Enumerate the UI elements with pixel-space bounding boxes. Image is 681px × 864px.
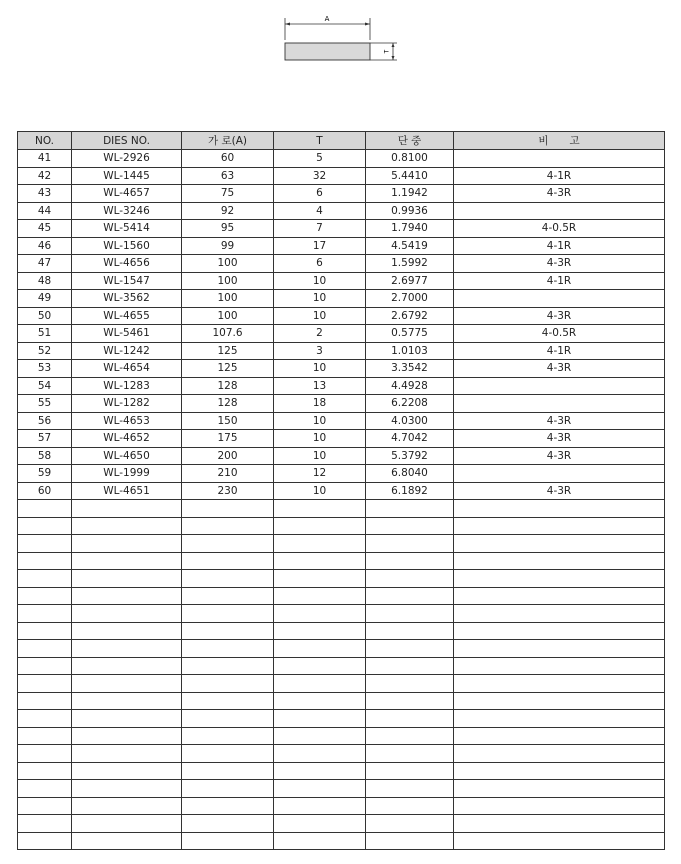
empty-cell [366, 657, 454, 675]
empty-table-row [18, 797, 665, 815]
empty-cell [182, 517, 274, 535]
cell-dies-no: WL-4657 [72, 185, 182, 203]
empty-cell [274, 605, 366, 623]
empty-cell [454, 517, 665, 535]
empty-cell [366, 622, 454, 640]
empty-cell [18, 727, 72, 745]
cell-remarks: 4-3R [454, 307, 665, 325]
empty-cell [274, 727, 366, 745]
cell-dies-no: WL-3246 [72, 202, 182, 220]
cell-dies-no: WL-4656 [72, 255, 182, 273]
empty-cell [182, 692, 274, 710]
cell-thickness-t: 6 [274, 185, 366, 203]
empty-cell [18, 500, 72, 518]
empty-cell [182, 500, 274, 518]
empty-cell [366, 570, 454, 588]
cell-thickness-t: 10 [274, 412, 366, 430]
empty-cell [454, 762, 665, 780]
cell-no: 59 [18, 465, 72, 483]
empty-cell [72, 535, 182, 553]
empty-table-row [18, 605, 665, 623]
cell-width-a: 95 [182, 220, 274, 238]
empty-table-row [18, 657, 665, 675]
empty-cell [274, 535, 366, 553]
cell-unit-weight: 6.8040 [366, 465, 454, 483]
header-remarks: 비 고 [454, 132, 665, 150]
cell-unit-weight: 4.0300 [366, 412, 454, 430]
header-width-a: 가 로(A) [182, 132, 274, 150]
empty-cell [182, 657, 274, 675]
cell-unit-weight: 2.6977 [366, 272, 454, 290]
cell-thickness-t: 32 [274, 167, 366, 185]
cell-no: 44 [18, 202, 72, 220]
empty-cell [72, 692, 182, 710]
empty-cell [274, 832, 366, 850]
cell-unit-weight: 5.3792 [366, 447, 454, 465]
cell-remarks: 4-3R [454, 482, 665, 500]
table-row [18, 377, 665, 395]
cell-dies-no: WL-1242 [72, 342, 182, 360]
header-no: NO. [18, 132, 72, 150]
cell-dies-no: WL-4651 [72, 482, 182, 500]
table-row [18, 482, 665, 500]
empty-cell [454, 745, 665, 763]
empty-cell [454, 570, 665, 588]
header-dies-no: DIES NO. [72, 132, 182, 150]
empty-cell [454, 692, 665, 710]
empty-cell [18, 710, 72, 728]
cell-width-a: 150 [182, 412, 274, 430]
table-row [18, 465, 665, 483]
empty-cell [454, 622, 665, 640]
cell-no: 45 [18, 220, 72, 238]
cell-thickness-t: 10 [274, 307, 366, 325]
cell-unit-weight: 2.7000 [366, 290, 454, 308]
table-row [18, 447, 665, 465]
cell-no: 54 [18, 377, 72, 395]
cell-no: 53 [18, 360, 72, 378]
cell-remarks: 4-3R [454, 255, 665, 273]
cell-unit-weight: 1.1942 [366, 185, 454, 203]
header-thickness-t: T [274, 132, 366, 150]
empty-cell [72, 780, 182, 798]
cell-dies-no: WL-4654 [72, 360, 182, 378]
empty-cell [454, 780, 665, 798]
empty-cell [182, 587, 274, 605]
table-row [18, 255, 665, 273]
cell-dies-no: WL-4652 [72, 430, 182, 448]
empty-cell [182, 797, 274, 815]
empty-cell [274, 640, 366, 658]
cell-width-a: 210 [182, 465, 274, 483]
empty-cell [72, 570, 182, 588]
cell-remarks: 4-0.5R [454, 325, 665, 343]
cell-thickness-t: 10 [274, 290, 366, 308]
cell-no: 50 [18, 307, 72, 325]
cell-unit-weight: 3.3542 [366, 360, 454, 378]
empty-cell [366, 692, 454, 710]
empty-cell [72, 605, 182, 623]
cell-width-a: 125 [182, 342, 274, 360]
cell-dies-no: WL-1547 [72, 272, 182, 290]
cell-thickness-t: 10 [274, 482, 366, 500]
empty-cell [366, 762, 454, 780]
cell-no: 48 [18, 272, 72, 290]
empty-cell [454, 710, 665, 728]
cell-no: 46 [18, 237, 72, 255]
empty-table-row [18, 500, 665, 518]
empty-cell [18, 517, 72, 535]
cell-dies-no: WL-4653 [72, 412, 182, 430]
empty-cell [274, 815, 366, 833]
profile-diagram [280, 10, 400, 65]
cell-remarks [454, 395, 665, 413]
cell-width-a: 107.6 [182, 325, 274, 343]
empty-cell [454, 797, 665, 815]
cell-dies-no: WL-5461 [72, 325, 182, 343]
empty-cell [18, 605, 72, 623]
empty-cell [18, 535, 72, 553]
cell-thickness-t: 7 [274, 220, 366, 238]
cell-width-a: 60 [182, 150, 274, 168]
empty-cell [182, 710, 274, 728]
empty-cell [72, 815, 182, 833]
empty-table-row [18, 675, 665, 693]
empty-cell [72, 587, 182, 605]
empty-cell [454, 500, 665, 518]
cell-no: 47 [18, 255, 72, 273]
empty-cell [274, 570, 366, 588]
cell-thickness-t: 10 [274, 430, 366, 448]
cell-no: 51 [18, 325, 72, 343]
cell-unit-weight: 5.4410 [366, 167, 454, 185]
empty-table-row [18, 692, 665, 710]
cell-dies-no: WL-1282 [72, 395, 182, 413]
cell-dies-no: WL-1999 [72, 465, 182, 483]
table-row [18, 430, 665, 448]
empty-table-row [18, 727, 665, 745]
empty-cell [274, 745, 366, 763]
cell-thickness-t: 10 [274, 272, 366, 290]
empty-cell [18, 832, 72, 850]
cell-remarks [454, 377, 665, 395]
empty-table-row [18, 622, 665, 640]
empty-cell [366, 587, 454, 605]
cell-width-a: 99 [182, 237, 274, 255]
table-header-row [18, 132, 665, 150]
empty-cell [18, 570, 72, 588]
empty-cell [72, 727, 182, 745]
empty-cell [182, 570, 274, 588]
cell-width-a: 100 [182, 255, 274, 273]
empty-cell [274, 517, 366, 535]
empty-cell [366, 832, 454, 850]
empty-table-row [18, 745, 665, 763]
empty-cell [182, 552, 274, 570]
cell-width-a: 92 [182, 202, 274, 220]
dimension-t-label: T [383, 49, 391, 54]
empty-cell [454, 675, 665, 693]
cell-remarks [454, 150, 665, 168]
cell-unit-weight: 4.5419 [366, 237, 454, 255]
empty-table-row [18, 552, 665, 570]
table-row [18, 395, 665, 413]
empty-cell [274, 587, 366, 605]
empty-cell [182, 832, 274, 850]
empty-cell [182, 762, 274, 780]
table-row [18, 167, 665, 185]
cell-unit-weight: 0.9936 [366, 202, 454, 220]
cell-no: 58 [18, 447, 72, 465]
cell-remarks [454, 202, 665, 220]
cell-no: 60 [18, 482, 72, 500]
empty-cell [72, 675, 182, 693]
table-row [18, 202, 665, 220]
flat-bar-shape [285, 43, 370, 60]
table-row [18, 325, 665, 343]
empty-cell [454, 657, 665, 675]
table-row [18, 150, 665, 168]
cell-dies-no: WL-1560 [72, 237, 182, 255]
empty-table-row [18, 762, 665, 780]
table-row [18, 412, 665, 430]
table-row [18, 290, 665, 308]
empty-cell [182, 780, 274, 798]
empty-cell [18, 745, 72, 763]
empty-cell [18, 780, 72, 798]
cell-thickness-t: 13 [274, 377, 366, 395]
cell-thickness-t: 10 [274, 447, 366, 465]
empty-cell [18, 622, 72, 640]
empty-cell [274, 500, 366, 518]
empty-cell [274, 692, 366, 710]
empty-cell [366, 675, 454, 693]
cell-unit-weight: 6.2208 [366, 395, 454, 413]
empty-cell [18, 552, 72, 570]
dies-spec-table [17, 131, 665, 850]
cell-thickness-t: 5 [274, 150, 366, 168]
empty-cell [182, 727, 274, 745]
empty-table-row [18, 535, 665, 553]
empty-cell [366, 745, 454, 763]
empty-cell [366, 640, 454, 658]
empty-cell [366, 605, 454, 623]
empty-cell [454, 727, 665, 745]
empty-cell [182, 640, 274, 658]
cell-dies-no: WL-2926 [72, 150, 182, 168]
cell-width-a: 128 [182, 395, 274, 413]
cell-no: 41 [18, 150, 72, 168]
cell-unit-weight: 2.6792 [366, 307, 454, 325]
empty-cell [72, 762, 182, 780]
empty-table-row [18, 587, 665, 605]
empty-cell [182, 815, 274, 833]
empty-cell [454, 605, 665, 623]
dimension-a-label: A [324, 15, 330, 23]
cell-thickness-t: 18 [274, 395, 366, 413]
empty-cell [366, 500, 454, 518]
table-row [18, 272, 665, 290]
empty-cell [72, 832, 182, 850]
empty-cell [18, 815, 72, 833]
empty-cell [182, 535, 274, 553]
empty-cell [274, 552, 366, 570]
cell-remarks: 4-0.5R [454, 220, 665, 238]
cell-no: 42 [18, 167, 72, 185]
cell-no: 49 [18, 290, 72, 308]
cell-remarks: 4-3R [454, 360, 665, 378]
empty-table-row [18, 710, 665, 728]
cell-dies-no: WL-1445 [72, 167, 182, 185]
empty-cell [274, 657, 366, 675]
cell-no: 57 [18, 430, 72, 448]
cell-unit-weight: 1.0103 [366, 342, 454, 360]
cell-width-a: 75 [182, 185, 274, 203]
empty-cell [274, 780, 366, 798]
cell-thickness-t: 12 [274, 465, 366, 483]
empty-table-row [18, 815, 665, 833]
cell-remarks: 4-3R [454, 185, 665, 203]
cell-unit-weight: 1.5992 [366, 255, 454, 273]
cell-width-a: 100 [182, 290, 274, 308]
cell-remarks: 4-1R [454, 272, 665, 290]
cell-no: 55 [18, 395, 72, 413]
empty-cell [72, 745, 182, 763]
empty-cell [182, 622, 274, 640]
cell-unit-weight: 0.5775 [366, 325, 454, 343]
empty-cell [274, 710, 366, 728]
empty-table-row [18, 640, 665, 658]
cell-no: 56 [18, 412, 72, 430]
empty-cell [18, 657, 72, 675]
empty-cell [366, 517, 454, 535]
table-body [18, 150, 665, 850]
cell-dies-no: WL-4650 [72, 447, 182, 465]
cell-width-a: 175 [182, 430, 274, 448]
cell-remarks: 4-3R [454, 412, 665, 430]
empty-cell [274, 797, 366, 815]
empty-cell [454, 552, 665, 570]
cell-remarks: 4-3R [454, 430, 665, 448]
empty-table-row [18, 570, 665, 588]
cell-dies-no: WL-5414 [72, 220, 182, 238]
empty-cell [18, 692, 72, 710]
empty-cell [72, 710, 182, 728]
empty-cell [18, 797, 72, 815]
empty-cell [366, 535, 454, 553]
cell-width-a: 125 [182, 360, 274, 378]
cell-thickness-t: 10 [274, 360, 366, 378]
cell-remarks: 4-1R [454, 237, 665, 255]
cell-width-a: 230 [182, 482, 274, 500]
cell-remarks: 4-1R [454, 167, 665, 185]
header-unit-weight: 단 중 [366, 132, 454, 150]
table-row [18, 360, 665, 378]
empty-cell [454, 640, 665, 658]
empty-cell [366, 815, 454, 833]
empty-cell [274, 762, 366, 780]
table-row [18, 237, 665, 255]
cell-remarks [454, 465, 665, 483]
empty-cell [454, 832, 665, 850]
cell-thickness-t: 3 [274, 342, 366, 360]
cell-unit-weight: 6.1892 [366, 482, 454, 500]
empty-table-row [18, 780, 665, 798]
empty-cell [366, 710, 454, 728]
cell-width-a: 100 [182, 272, 274, 290]
table-row [18, 185, 665, 203]
empty-cell [182, 745, 274, 763]
cell-unit-weight: 0.8100 [366, 150, 454, 168]
empty-cell [18, 762, 72, 780]
cell-thickness-t: 4 [274, 202, 366, 220]
empty-cell [72, 552, 182, 570]
empty-cell [72, 500, 182, 518]
cell-thickness-t: 2 [274, 325, 366, 343]
cell-unit-weight: 4.4928 [366, 377, 454, 395]
empty-cell [366, 797, 454, 815]
empty-cell [274, 675, 366, 693]
empty-cell [366, 727, 454, 745]
cell-dies-no: WL-3562 [72, 290, 182, 308]
empty-cell [182, 675, 274, 693]
table-row [18, 342, 665, 360]
empty-cell [72, 622, 182, 640]
empty-cell [18, 587, 72, 605]
cell-width-a: 128 [182, 377, 274, 395]
cell-unit-weight: 1.7940 [366, 220, 454, 238]
empty-cell [366, 780, 454, 798]
empty-cell [454, 815, 665, 833]
cell-remarks: 4-3R [454, 447, 665, 465]
cell-remarks: 4-1R [454, 342, 665, 360]
empty-cell [18, 675, 72, 693]
cell-width-a: 200 [182, 447, 274, 465]
cell-width-a: 63 [182, 167, 274, 185]
empty-cell [72, 517, 182, 535]
cell-unit-weight: 4.7042 [366, 430, 454, 448]
empty-cell [182, 605, 274, 623]
empty-cell [454, 587, 665, 605]
cell-no: 43 [18, 185, 72, 203]
empty-table-row [18, 517, 665, 535]
cell-width-a: 100 [182, 307, 274, 325]
empty-cell [366, 552, 454, 570]
table-row [18, 307, 665, 325]
cell-thickness-t: 17 [274, 237, 366, 255]
empty-cell [274, 622, 366, 640]
empty-cell [18, 640, 72, 658]
cell-thickness-t: 6 [274, 255, 366, 273]
empty-cell [454, 535, 665, 553]
cell-no: 52 [18, 342, 72, 360]
empty-cell [72, 797, 182, 815]
empty-table-row [18, 832, 665, 850]
cell-dies-no: WL-1283 [72, 377, 182, 395]
empty-cell [72, 657, 182, 675]
cell-dies-no: WL-4655 [72, 307, 182, 325]
table-row [18, 220, 665, 238]
empty-cell [72, 640, 182, 658]
cell-remarks [454, 290, 665, 308]
